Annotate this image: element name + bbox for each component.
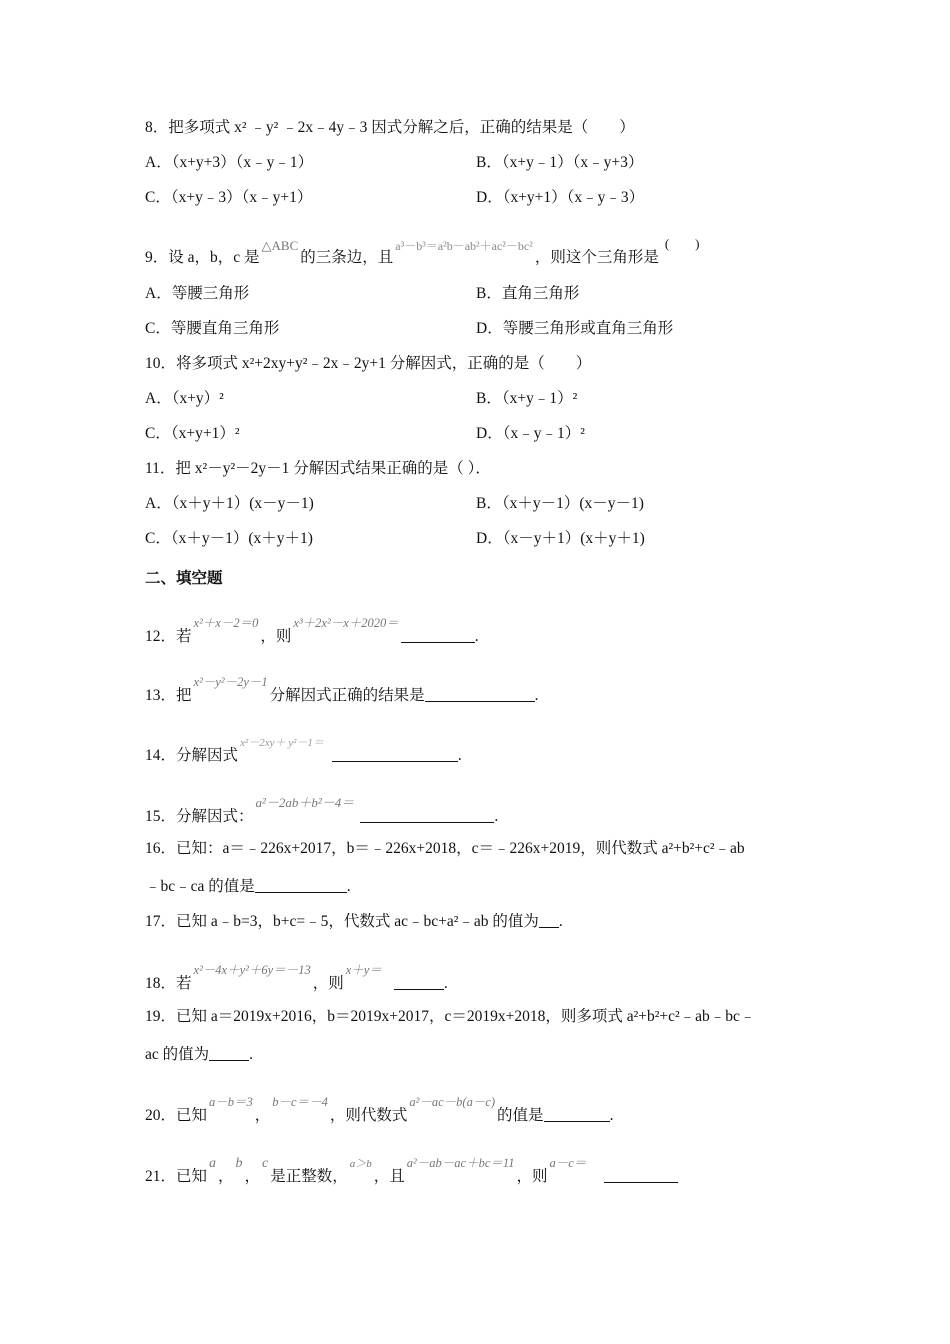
q18-end: . xyxy=(443,975,448,992)
q12-answer-blank xyxy=(401,628,475,643)
q13-text-tail: 分解因式正确的结果是 xyxy=(269,687,425,704)
q15-answer-blank xyxy=(360,808,494,823)
q20-answer-blank xyxy=(544,1107,610,1122)
q9-option-a: A．等腰三角形 xyxy=(145,285,250,302)
q21-text-2: ，且 xyxy=(373,1168,405,1185)
q21-answer-blank xyxy=(604,1168,678,1183)
q8-option-c: C．（x+y﹣3）（x﹣y+1） xyxy=(145,189,313,206)
q21-math-inequality: a＞b xyxy=(349,1158,372,1170)
q11-option-a: A．（x＋y＋1）(x－y－1) xyxy=(145,495,314,512)
question-19-line2 xyxy=(145,1045,253,1065)
q16-line2-text: ﹣bc﹣ca 的值是 xyxy=(145,878,255,895)
q16-answer-blank xyxy=(255,878,347,893)
question-10-stem: 10．将多项式 x²+2xy+y²﹣2x﹣2y+1 分解因式，正确的是（ ） xyxy=(145,355,592,372)
q12-math-condition: x²＋x－2＝0 xyxy=(193,616,259,630)
q13-answer-blank xyxy=(425,687,535,702)
q13-math-expression: x²－y²－2y－1 xyxy=(193,675,268,689)
q18-text-mid: ，则 xyxy=(312,975,344,992)
q18-number: 18．若 xyxy=(145,975,192,992)
question-8-stem: 8．把多项式 x² ﹣y² ﹣2x﹣4y﹣3 因式分解之后，正确的结果是（ ） xyxy=(145,119,635,136)
q21-math-equation: a²－ab－ac＋bc＝11 xyxy=(406,1156,515,1170)
q21-math-a: a xyxy=(209,1156,217,1171)
q20-text-tail: 的值是 xyxy=(497,1107,544,1124)
q14-number: 14．分解因式 xyxy=(145,747,239,764)
q9-option-b: B．直角三角形 xyxy=(476,285,580,302)
q20-math-condition-2: b－c＝－4 xyxy=(272,1095,328,1109)
q12-end: . xyxy=(474,628,479,645)
q11-option-d: D．（x－y＋1）(x＋y＋1) xyxy=(476,530,645,547)
question-21 xyxy=(145,1153,678,1187)
q20-text-mid: ，则代数式 xyxy=(329,1107,408,1124)
q9-text-tail: ，则这个三角形是 xyxy=(534,249,659,266)
q15-math-expression: a²－2ab＋b²－4＝ xyxy=(255,795,355,810)
section-title-fill-in: 二、填空题 xyxy=(145,569,223,587)
q20-math-condition-1: a－b＝3 xyxy=(209,1095,253,1109)
q10-option-d: D．（x﹣y﹣1）² xyxy=(476,425,585,442)
q9-math-triangle: △ABC xyxy=(261,238,299,253)
question-12 xyxy=(145,613,479,647)
question-18 xyxy=(145,960,448,994)
q21-text-3: ，则 xyxy=(516,1168,548,1185)
q16-end: . xyxy=(346,878,351,895)
q18-math-condition: x²－4x＋y²＋6y＝－13 xyxy=(193,963,311,977)
q19-answer-blank xyxy=(209,1046,249,1061)
q17-answer-blank xyxy=(539,913,559,928)
question-20 xyxy=(145,1092,613,1126)
q12-math-expression: x³＋2x²－x＋2020＝ xyxy=(293,616,399,630)
question-9-stem xyxy=(145,236,700,268)
question-14 xyxy=(145,733,462,766)
question-11-stem: 11．把 x²－y²－2y－1 分解因式结果正确的是（ ）． xyxy=(145,460,491,477)
q17-text: 17．已知 a﹣b=3，b+c=﹣5，代数式 ac﹣bc+a²﹣ab 的值为 xyxy=(145,913,539,930)
question-16-line2 xyxy=(145,877,351,897)
q9-number: 9．设 a，b，c 是 xyxy=(145,249,260,266)
q19-line2-text: ac 的值为 xyxy=(145,1046,210,1063)
q17-end: . xyxy=(558,913,563,930)
q8-option-d: D．（x+y+1）（x﹣y﹣3） xyxy=(476,189,645,206)
q12-text-mid: ，则 xyxy=(260,628,292,645)
q21-number: 21．已知 xyxy=(145,1168,208,1185)
q11-option-c: C．（x＋y－1）(x＋y＋1) xyxy=(145,530,313,547)
q13-end: . xyxy=(534,687,539,704)
q21-comma-1: ， xyxy=(218,1168,234,1185)
q20-sep: ， xyxy=(254,1107,271,1124)
q9-option-c: C．等腰直角三角形 xyxy=(145,320,280,337)
q8-option-a: A．（x+y+3）（x﹣y﹣1） xyxy=(145,154,314,171)
q21-math-expression: a－c＝ xyxy=(549,1156,587,1170)
q20-number: 20．已知 xyxy=(145,1107,208,1124)
q11-option-b: B．（x＋y－1）(x－y－1) xyxy=(476,495,644,512)
q13-number: 13．把 xyxy=(145,687,192,704)
q10-option-b: B．（x+y﹣1）² xyxy=(476,390,578,407)
q10-option-c: C．（x+y+1）² xyxy=(145,425,240,442)
q21-text-1: 是正整数， xyxy=(270,1168,348,1185)
q18-answer-blank xyxy=(394,975,444,990)
q20-end: . xyxy=(609,1107,614,1124)
q14-math-expression: x²－2xy＋ y²－1＝ xyxy=(240,737,324,749)
question-16-line1: 16．已知：a＝﹣226x+2017，b＝﹣226x+2018，c＝﹣226x+2019，则代数式 a²+b²+c²﹣ab xyxy=(145,840,745,857)
question-15 xyxy=(145,793,498,827)
q8-option-b: B．（x+y﹣1）（x﹣y+3） xyxy=(476,154,644,171)
q9-math-equation: a³－b³＝a²b－ab²＋ac²－bc² xyxy=(395,239,533,253)
q20-math-expression: a²－ac－b(a－c) xyxy=(409,1095,496,1109)
q21-math-c: c xyxy=(262,1156,269,1171)
q14-end: . xyxy=(457,747,462,764)
q15-number: 15．分解因式： xyxy=(145,808,254,825)
question-13 xyxy=(145,672,539,706)
q18-math-expression: x＋y＝ xyxy=(345,963,382,977)
q14-answer-blank xyxy=(332,747,458,762)
q9-text-mid: 的三条边，且 xyxy=(300,249,394,266)
q21-comma-2: ， xyxy=(244,1168,261,1185)
question-19-line1: 19．已知 a＝2019x+2016，b＝2019x+2017，c＝2019x+2018，则多项式 a²+b²+c²﹣ab﹣bc﹣ xyxy=(145,1008,756,1025)
q9-option-d: D．等腰三角形或直角三角形 xyxy=(476,320,674,337)
q15-end: . xyxy=(494,808,499,825)
q19-end: . xyxy=(249,1046,254,1063)
q9-paren: ( ) xyxy=(664,236,700,251)
q12-number: 12．若 xyxy=(145,628,192,645)
question-17 xyxy=(145,912,563,932)
q21-math-b: b xyxy=(235,1156,243,1171)
q10-option-a: A．（x+y）² xyxy=(145,390,224,407)
